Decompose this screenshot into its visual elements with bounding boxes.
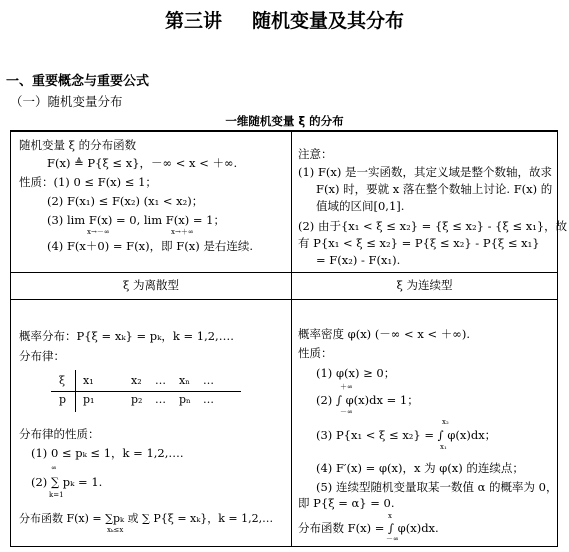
density-property-4: (4) F′(x) = φ(x)，x 为 φ(x) 的连续点； <box>316 461 524 475</box>
cdf-property-1: 性质：(1) 0 ≤ F(x) ≤ 1； <box>19 175 157 189</box>
density-definition: 概率密度 φ(x) (－∞ < x < ＋∞). <box>298 327 470 341</box>
cdf-definition-cell <box>11 132 291 272</box>
lim-sub-left: x→－∞ <box>87 228 110 236</box>
continuous-cell <box>292 300 557 546</box>
density-property-2: (2) ∫ φ(x)dx = 1； <box>316 393 419 407</box>
cdf-property-2: (2) F(x₁) ≤ F(x₂) (x₁ < x₂)； <box>47 194 204 208</box>
row-divider-top <box>11 272 557 273</box>
dist-row-probs <box>51 391 241 410</box>
note-1-line-2: F(x) 时，要就 x 落在整个数轴上讨论. F(x) 的 <box>316 182 553 196</box>
lecture-topic: 随机变量及其分布 <box>252 10 405 32</box>
dist-cell: p <box>59 393 67 406</box>
density-property-3: (3) P{x₁ < ξ ≤ x₂} = ∫ φ(x)dx； <box>316 428 497 442</box>
continuous-header: ξ 为连续型 <box>396 278 453 292</box>
dist-cell: … <box>203 374 214 387</box>
cdf-formula: F(x) ≜ P{ξ ≤ x}，－∞ < x < ＋∞. <box>47 156 238 170</box>
cdf-sum-sub: xₖ≤x <box>107 526 124 534</box>
note-2-line-2: 有 P{x₁ < ξ ≤ x₂} = P{ξ ≤ x₂} - P{ξ ≤ x₁} <box>298 236 540 250</box>
integral-lower: －∞ <box>340 408 353 416</box>
dist-cell: … <box>155 393 166 406</box>
dist-row-values <box>51 372 241 391</box>
dist-cell: … <box>203 393 214 406</box>
dist-cell: … <box>155 374 166 387</box>
law-property-2: (2) ∑ pₖ = 1. <box>31 475 103 489</box>
dist-cell: ξ <box>59 374 66 387</box>
cdf-integral-lower: －∞ <box>386 535 399 543</box>
law-properties-title: 分布律的性质： <box>19 427 100 441</box>
dist-cell: xₙ <box>179 374 190 387</box>
density-properties-label: 性质： <box>298 346 333 360</box>
dist-cell: p₁ <box>83 393 95 406</box>
section-heading: 一、重要概念与重要公式 <box>6 74 150 89</box>
interval-integral-lower: x₁ <box>440 443 447 451</box>
interval-integral-upper: x₂ <box>442 418 449 426</box>
lecture-number: 第三讲 <box>164 10 222 32</box>
note-2-line-1: (2) 由于{x₁ < ξ ≤ x₂} = {ξ ≤ x₂} - {ξ ≤ x₁}，故 <box>298 219 568 233</box>
sum-upper: ∞ <box>51 464 57 472</box>
law-property-1: (1) 0 ≤ pₖ ≤ 1，k = 1,2,…. <box>31 446 184 460</box>
sum-lower: k=1 <box>49 491 64 499</box>
integral-upper: ＋∞ <box>340 383 353 391</box>
discrete-cdf: 分布函数 F(x) = ∑pₖ 或 ∑ P{ξ = xₖ}，k = 1,2,… <box>19 512 274 525</box>
notes-label: 注意： <box>298 147 333 161</box>
note-1-line-1: (1) F(x) 是一实函数，其定义域是整个数轴，故求 <box>298 165 553 179</box>
lecture-title <box>0 6 569 33</box>
density-property-5: (5) 连续型随机变量取某一数值 α 的概率为 0， <box>316 480 558 494</box>
dist-cell: pₙ <box>179 393 191 406</box>
lim-sub-right: x→＋∞ <box>171 228 194 236</box>
dist-cell: x₁ <box>83 374 94 387</box>
discrete-header: ξ 为离散型 <box>123 278 179 292</box>
distribution-law-label: 分布律： <box>19 349 65 363</box>
probability-distribution: 概率分布：P{ξ = xₖ} = pₖ，k = 1,2,…. <box>19 329 234 343</box>
dist-cell: x₂ <box>131 374 142 387</box>
notes-cell <box>292 132 568 272</box>
density-property-5-cont: 即 P{ξ = α} = 0. <box>298 496 395 510</box>
dist-cell: p₂ <box>131 393 143 406</box>
subsection-heading: （一）随机变量分布 <box>10 94 123 109</box>
cdf-property-3: (3) lim F(x) = 0, lim F(x) = 1； <box>47 213 225 227</box>
note-1-line-3: 值域的区间[0,1]. <box>316 199 405 213</box>
density-property-1: (1) φ(x) ≥ 0； <box>316 366 396 380</box>
note-2-line-3: = F(x₂) - F(x₁). <box>316 253 401 267</box>
distribution-table <box>10 130 568 547</box>
distribution-law-table <box>51 372 241 410</box>
table-caption: 一维随机变量 ξ 的分布 <box>225 114 344 128</box>
discrete-cell <box>11 300 291 546</box>
cdf-intro: 随机变量 ξ 的分布函数 <box>19 138 137 152</box>
cdf-property-4: (4) F(x＋0) = F(x)，即 F(x) 是右连续. <box>47 239 253 253</box>
cdf-integral-upper: x <box>388 512 392 520</box>
continuous-cdf: 分布函数 F(x) = ∫ φ(x)dx. <box>298 521 439 535</box>
